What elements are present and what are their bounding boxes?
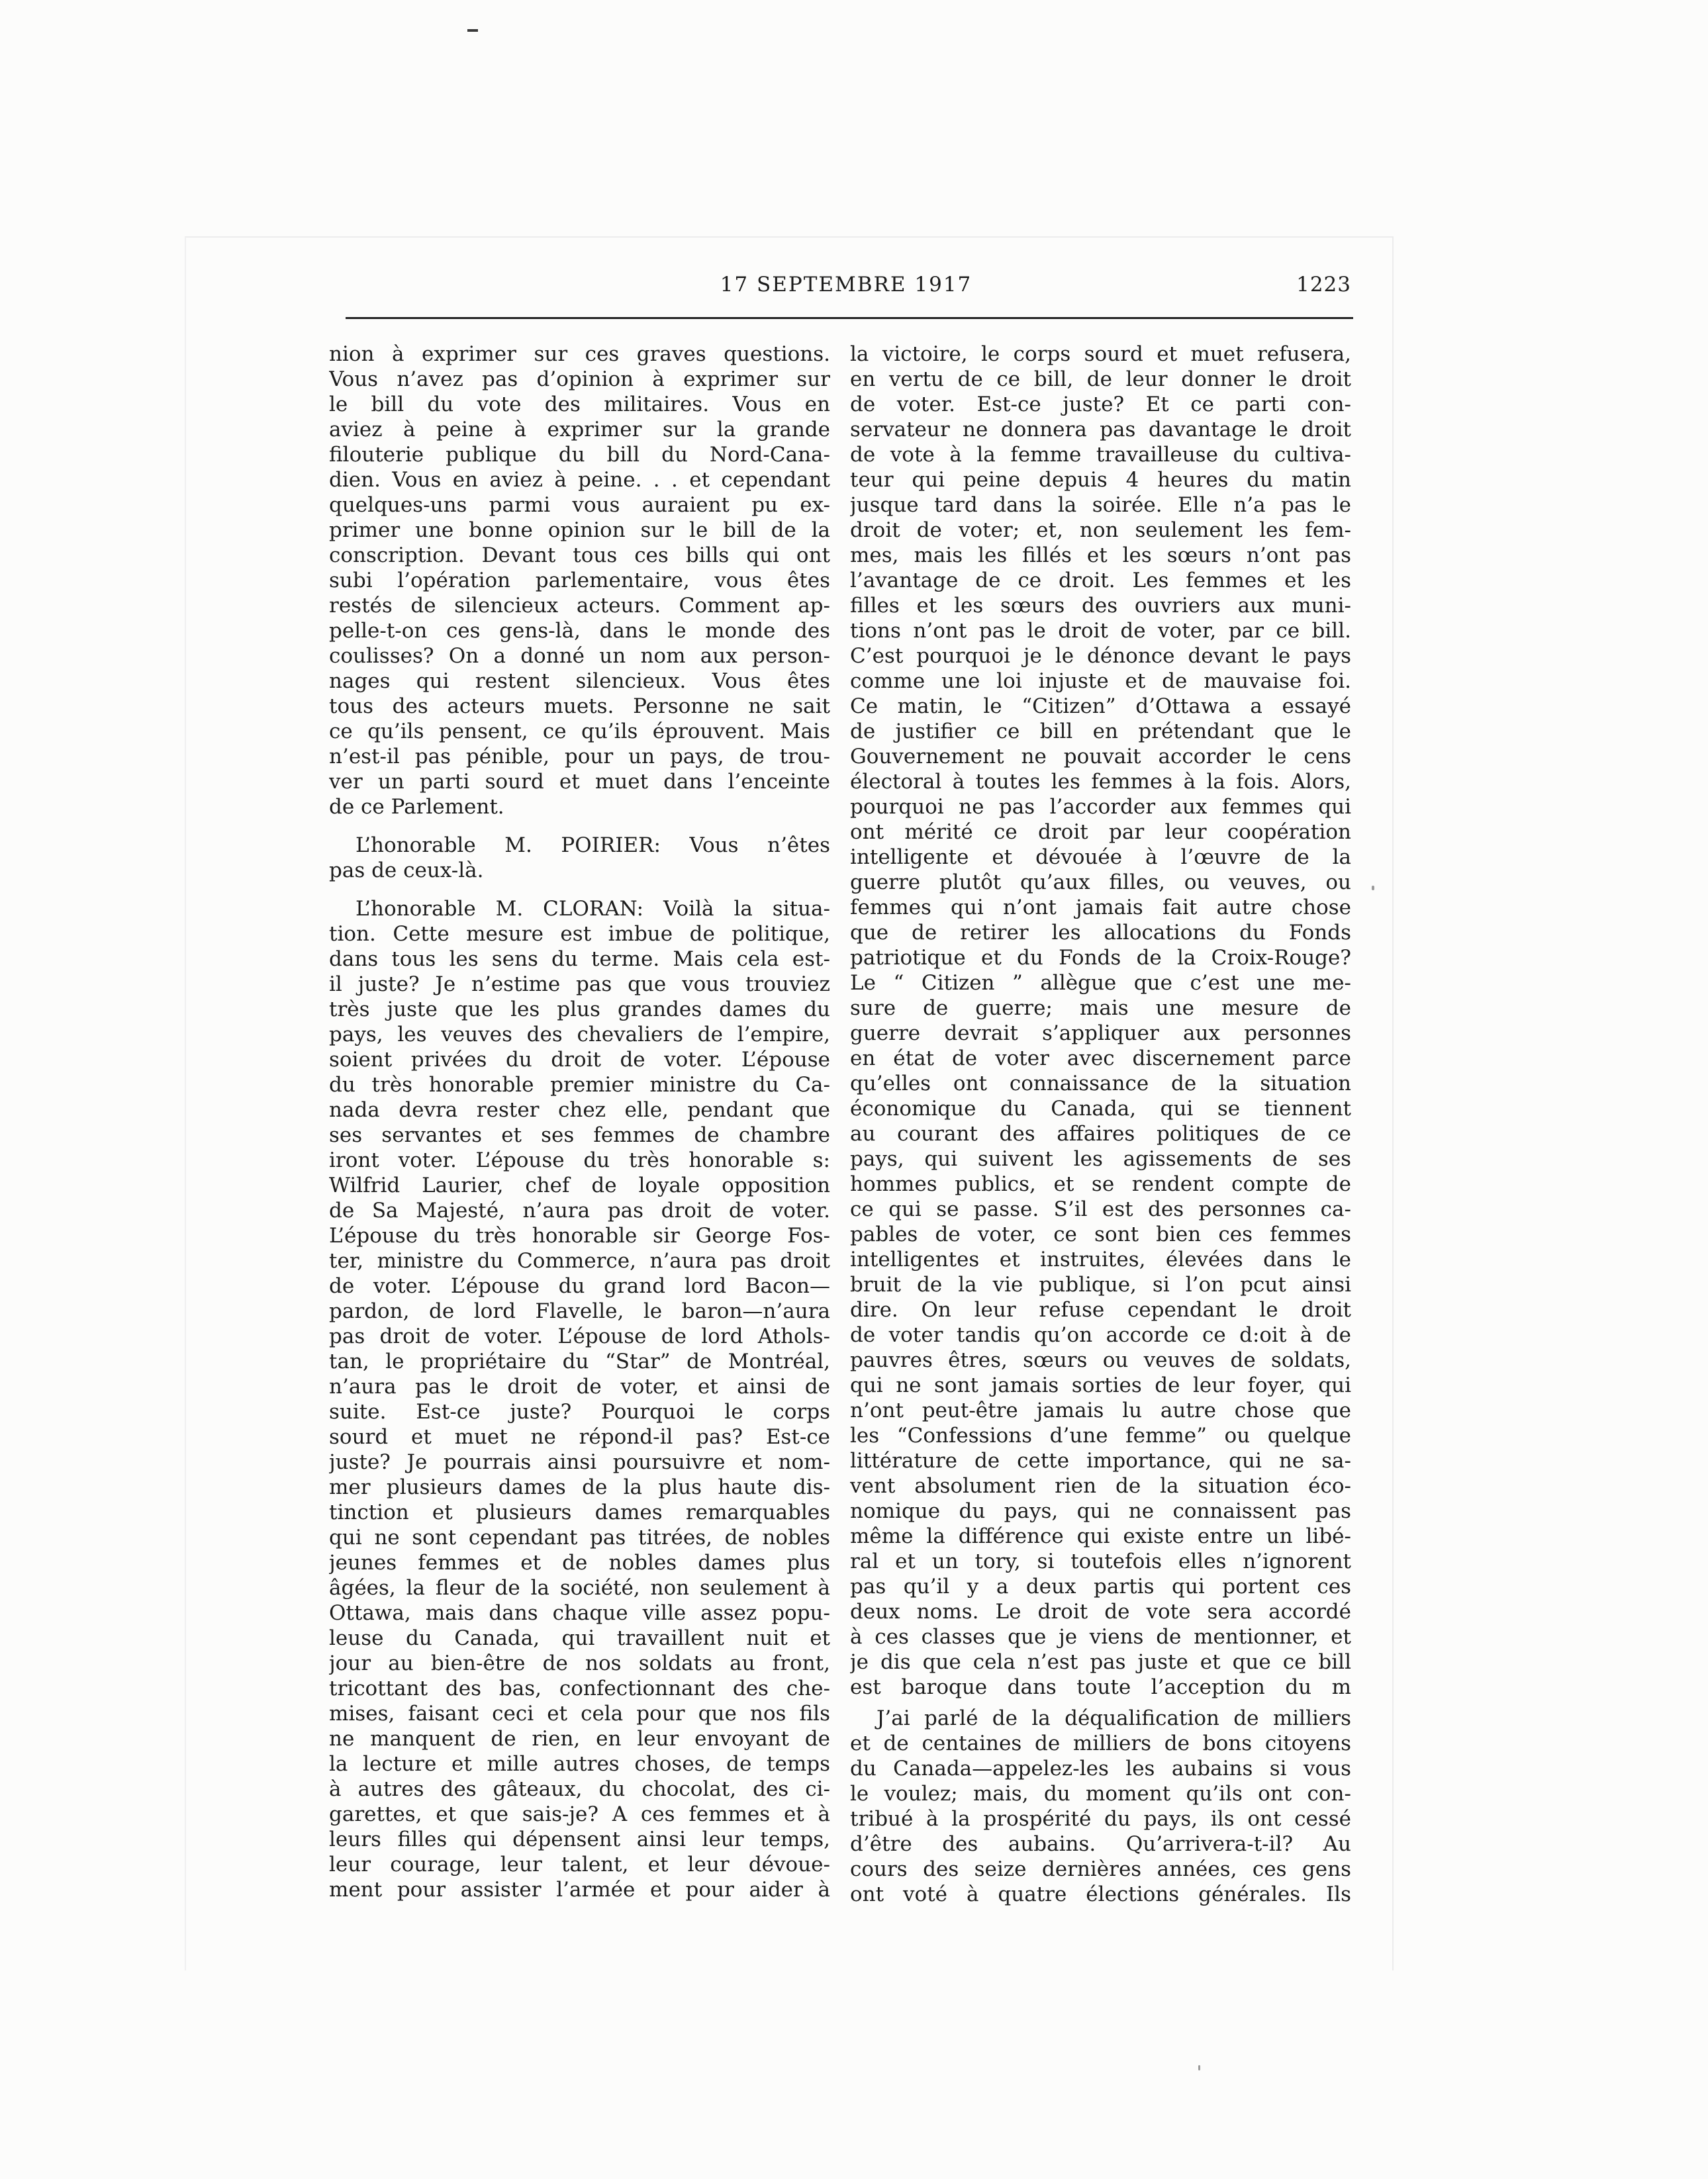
- text-line: mises, faisant ceci et cela pour que nos fils: [329, 1702, 830, 1726]
- text-line: filles et les sœurs des ouvriers aux muni-: [850, 594, 1351, 618]
- text-line: dans tous les sens du terme. Mais cela est-: [329, 947, 830, 971]
- text-line: la lecture et mille autres choses, de temps: [329, 1752, 830, 1776]
- text-line: coulisses? On a donné un nom aux person-: [329, 644, 830, 668]
- text-line: juste? Je pourrais ainsi poursuivre et nom-: [329, 1450, 830, 1474]
- text-line: tribué à la prospérité du pays, ils ont cessé: [850, 1807, 1351, 1831]
- text-line: à ces classes que je viens de mentionner, et: [850, 1625, 1351, 1649]
- text-line: n’aura pas le droit de voter, et ainsi de: [329, 1375, 830, 1399]
- text-line: n’est-il pas pénible, pour un pays, de trou-: [329, 745, 830, 768]
- text-line: intelligentes et instruites, élevées dans le: [850, 1248, 1351, 1272]
- text-line: ver un parti sourd et muet dans l’enceinte: [329, 770, 830, 794]
- text-line: mes, mais les fillés et les sœurs n’ont pas: [850, 543, 1351, 567]
- text-line: Ottawa, mais dans chaque ville assez popu-: [329, 1601, 830, 1625]
- text-line: qui ne sont jamais sorties de leur foyer, qui: [850, 1373, 1351, 1397]
- text-line: très juste que les plus grandes dames du: [329, 997, 830, 1021]
- text-line: pas droit de voter. L’épouse de lord Athols-: [329, 1324, 830, 1348]
- text-line: guerre devrait s’appliquer aux personnes: [850, 1021, 1351, 1045]
- text-line: primer une bonne opinion sur le bill de la: [329, 518, 830, 542]
- text-line: à autres des gâteaux, du chocolat, des ci-: [329, 1777, 830, 1801]
- text-line: électoral à toutes les femmes à la fois. Alors,: [850, 770, 1351, 794]
- text-line: pays, qui suivent les agissements de ses: [850, 1147, 1351, 1171]
- right-column: [850, 342, 1351, 1907]
- text-line: restés de silencieux acteurs. Comment ap-: [329, 594, 830, 618]
- text-line: ce qui se passe. S’il est des personnes ca-: [850, 1197, 1351, 1221]
- text-line: du Canada—appelez-les les aubains si vous: [850, 1757, 1351, 1781]
- text-line: intelligente et dévouée à l’œuvre de la: [850, 845, 1351, 869]
- paragraph: [329, 342, 830, 819]
- text-line: ment pour assister l’armée et pour aider à: [329, 1878, 830, 1902]
- text-line: ne manquent de rien, en leur envoyant de: [329, 1727, 830, 1751]
- text-line: ce qu’ils pensent, ce qu’ils éprouvent. Mais: [329, 719, 830, 743]
- text-line: soient privées du droit de voter. L’épouse: [329, 1048, 830, 1072]
- header-rule: [346, 317, 1353, 319]
- text-line: dire. On leur refuse cependant le droit: [850, 1298, 1351, 1322]
- text-line: droit de voter; et, non seulement les fem-: [850, 518, 1351, 542]
- scan-speck: [1198, 2065, 1200, 2070]
- text-line: femmes qui n’ont jamais fait autre chose: [850, 896, 1351, 919]
- text-line: suite. Est-ce juste? Pourquoi le corps: [329, 1400, 830, 1424]
- text-line: en vertu de ce bill, de leur donner le droit: [850, 367, 1351, 391]
- text-line: sure de guerre; mais une mesure de: [850, 996, 1351, 1020]
- scan-mark: [467, 29, 478, 32]
- text-line: cours des seize dernières années, ces gens: [850, 1857, 1351, 1881]
- text-line: conscription. Devant tous ces bills qui ont: [329, 543, 830, 567]
- scan-speck: [1372, 886, 1374, 890]
- text-line: ses servantes et ses femmes de chambre: [329, 1123, 830, 1147]
- text-line: nomique du pays, qui ne connaissent pas: [850, 1499, 1351, 1523]
- text-line: bruit de la vie publique, si l’on pcut ainsi: [850, 1273, 1351, 1297]
- text-line: leurs filles qui dépensent ainsi leur temps,: [329, 1828, 830, 1851]
- text-line: patriotique et du Fonds de la Croix-Rouge?: [850, 946, 1351, 970]
- text-line: L’épouse du très honorable sir George Fos-: [329, 1224, 830, 1248]
- text-line: même la différence qui existe entre un libé-: [850, 1524, 1351, 1548]
- text-line: pauvres êtres, sœurs ou veuves de soldats,: [850, 1348, 1351, 1372]
- text-line: tions n’ont pas le droit de voter, par ce bill.: [850, 619, 1351, 643]
- text-line: tion. Cette mesure est imbue de politique,: [329, 922, 830, 946]
- text-line: de ce Parlement.: [329, 795, 504, 819]
- text-line: il juste? Je n’estime pas que vous trouviez: [329, 972, 830, 996]
- text-line: teur qui peine depuis 4 heures du matin: [850, 468, 1351, 492]
- text-line: est baroque dans toute l’acception du m: [850, 1675, 1351, 1699]
- text-line: L’honorable M. POIRIER: Vous n’êtes: [356, 833, 830, 857]
- text-line: vent absolument rien de la situation éco-: [850, 1474, 1351, 1498]
- text-line: servateur ne donnera pas davantage le droit: [850, 418, 1351, 441]
- text-line: mer plusieurs dames de la plus haute dis-: [329, 1475, 830, 1499]
- text-line: pardon, de lord Flavelle, le baron—n’aura: [329, 1299, 830, 1323]
- text-line: leuse du Canada, qui travaillent nuit et: [329, 1626, 830, 1650]
- text-line: pables de voter, ce sont bien ces femmes: [850, 1223, 1351, 1246]
- text-line: ont voté à quatre élections générales. Ils: [850, 1882, 1351, 1906]
- text-line: nada devra rester chez elle, pendant que: [329, 1098, 830, 1122]
- text-line: la victoire, le corps sourd et muet refusera,: [850, 342, 1351, 366]
- text-line: jour au bien-être de nos soldats au front,: [329, 1651, 830, 1675]
- paragraph: [329, 833, 830, 883]
- text-line: Ce matin, le “Citizen” d’Ottawa a essayé: [850, 694, 1351, 718]
- text-line: garettes, et que sais-je? A ces femmes et à: [329, 1802, 830, 1826]
- text-line: aviez à peine à exprimer sur la grande: [329, 418, 830, 441]
- text-line: du très honorable premier ministre du Ca-: [329, 1073, 830, 1097]
- text-line: de voter. Est-ce juste? Et ce parti con-: [850, 393, 1351, 416]
- text-line: comme une loi injuste et de mauvaise foi.: [850, 669, 1351, 693]
- text-line: et de centaines de milliers de bons citoyens: [850, 1732, 1351, 1755]
- text-line: littérature de cette importance, qui ne sa-: [850, 1449, 1351, 1473]
- left-column: [329, 342, 830, 1902]
- text-line: de Sa Majesté, n’aura pas droit de voter.: [329, 1199, 830, 1223]
- page-number: 1223: [1296, 273, 1351, 297]
- text-line: Wilfrid Laurier, chef de loyale opposition: [329, 1174, 830, 1197]
- text-line: iront voter. L’épouse du très honorable s:: [329, 1148, 830, 1172]
- text-line: je dis que cela n’est pas juste et que ce bill: [850, 1650, 1351, 1674]
- text-line: le bill du vote des militaires. Vous en: [329, 393, 830, 416]
- text-line: pelle-t-on ces gens-là, dans le monde des: [329, 619, 830, 643]
- text-line: hommes publics, et se rendent compte de: [850, 1172, 1351, 1196]
- text-line: de vote à la femme travailleuse du cultiva-: [850, 443, 1351, 467]
- text-line: subi l’opération parlementaire, vous êtes: [329, 569, 830, 592]
- text-line: sourd et muet ne répond-il pas? Est-ce: [329, 1425, 830, 1449]
- text-line: L’honorable M. CLORAN: Voilà la situa-: [356, 897, 830, 921]
- text-line: jusque tard dans la soirée. Elle n’a pas le: [850, 493, 1351, 517]
- text-line: tan, le propriétaire du “Star” de Montréal,: [329, 1350, 830, 1373]
- text-line: qui ne sont cependant pas titrées, de nobles: [329, 1526, 830, 1550]
- text-line: nages qui restent silencieux. Vous êtes: [329, 669, 830, 693]
- text-line: n’ont peut-être jamais lu autre chose que: [850, 1399, 1351, 1422]
- text-line: Gouvernement ne pouvait accorder le cens: [850, 745, 1351, 768]
- text-line: pas de ceux-là.: [329, 858, 484, 882]
- text-line: Vous n’avez pas d’opinion à exprimer sur: [329, 367, 830, 391]
- text-line: âgées, la fleur de la société, non seulement à: [329, 1576, 830, 1600]
- text-line: les “Confessions d’une femme” ou quelque: [850, 1424, 1351, 1448]
- text-line: J’ai parlé de la déqualification de milliers: [877, 1706, 1351, 1730]
- text-line: filouterie publique du bill du Nord-Cana-: [329, 443, 830, 467]
- text-line: dien. Vous en aviez à peine. . . et cependant: [329, 468, 830, 492]
- text-line: ral et un tory, si toutefois elles n’ignorent: [850, 1550, 1351, 1573]
- text-line: pas qu’il y a deux partis qui portent ces: [850, 1575, 1351, 1599]
- text-line: de voter. L’épouse du grand lord Bacon—: [329, 1274, 830, 1298]
- text-line: guerre plutôt qu’aux filles, ou veuves, ou: [850, 870, 1351, 894]
- text-line: pays, les veuves des chevaliers de l’empire,: [329, 1023, 830, 1046]
- text-line: qu’elles ont connaissance de la situation: [850, 1072, 1351, 1095]
- text-line: le voulez; mais, du moment qu’ils ont con-: [850, 1782, 1351, 1806]
- paragraph: [850, 1706, 1351, 1907]
- text-line: pourquoi ne pas l’accorder aux femmes qui: [850, 795, 1351, 819]
- text-line: deux noms. Le droit de vote sera accordé: [850, 1600, 1351, 1624]
- text-line: en état de voter avec discernement parce: [850, 1046, 1351, 1070]
- text-line: ont mérité ce droit par leur coopération: [850, 820, 1351, 844]
- text-line: de justifier ce bill en prétendant que le: [850, 719, 1351, 743]
- text-line: que de retirer les allocations du Fonds: [850, 921, 1351, 945]
- paragraph: [850, 342, 1351, 1700]
- header-date: 17 SEPTEMBRE 1917: [720, 273, 973, 297]
- text-line: tous des acteurs muets. Personne ne sait: [329, 694, 830, 718]
- text-line: de voter tandis qu’on accorde ce d:oit à de: [850, 1323, 1351, 1347]
- text-line: nion à exprimer sur ces graves questions.: [329, 342, 830, 366]
- text-line: tricottant des bas, confectionnant des che-: [329, 1677, 830, 1700]
- text-line: économique du Canada, qui se tiennent: [850, 1097, 1351, 1121]
- text-line: au courant des affaires politiques de ce: [850, 1122, 1351, 1146]
- text-line: jeunes femmes et de nobles dames plus: [329, 1551, 830, 1575]
- text-line: d’être des aubains. Qu’arrivera-t-il? Au: [850, 1832, 1351, 1856]
- text-line: tinction et plusieurs dames remarquables: [329, 1501, 830, 1524]
- text-line: ter, ministre du Commerce, n’aura pas droit: [329, 1249, 830, 1273]
- text-line: Le “ Citizen ” allègue que c’est une me-: [850, 971, 1351, 995]
- text-line: l’avantage de ce droit. Les femmes et les: [850, 569, 1351, 592]
- text-line: quelques-uns parmi vous auraient pu ex-: [329, 493, 830, 517]
- text-line: leur courage, leur talent, et leur dévoue-: [329, 1853, 830, 1877]
- text-line: C’est pourquoi je le dénonce devant le pays: [850, 644, 1351, 668]
- paragraph: [329, 896, 830, 1902]
